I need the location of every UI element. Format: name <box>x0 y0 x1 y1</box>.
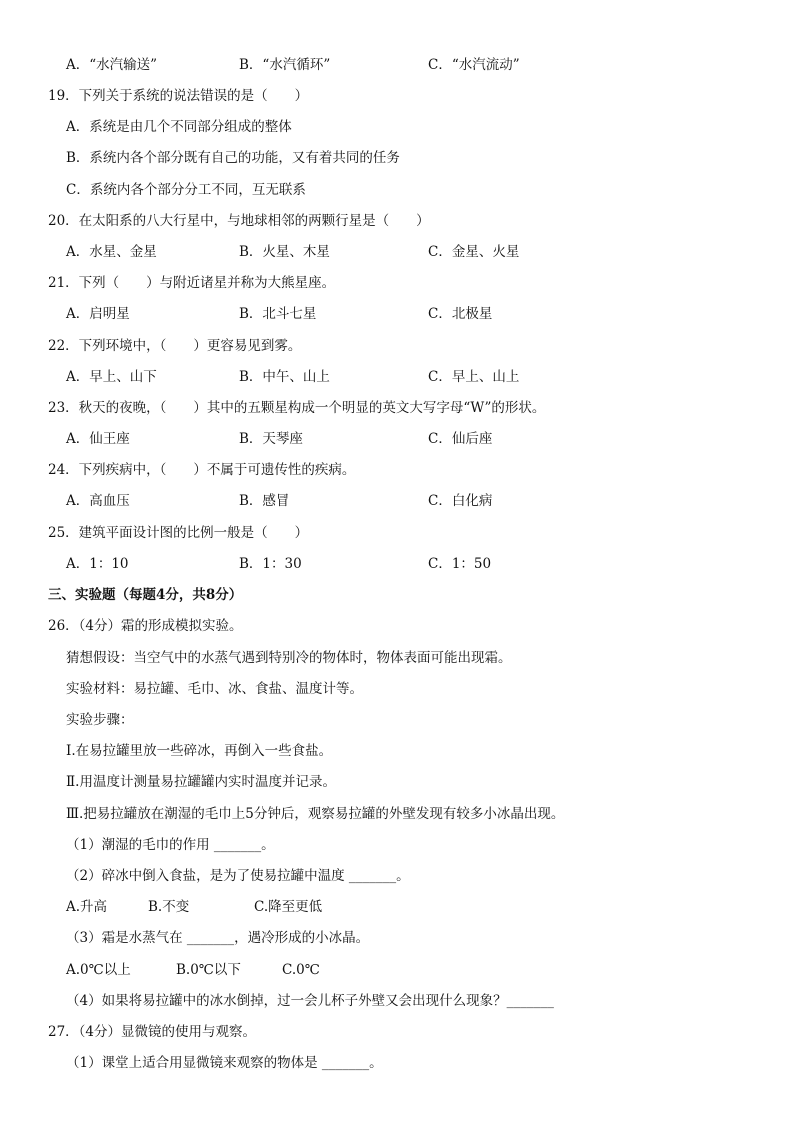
q26-step-3: Ⅲ.把易拉罐放在潮湿的毛巾上5分钟后，观察易拉罐的外壁发现有较多小冰晶出现。 <box>66 806 565 822</box>
q25-options <box>0 555 794 573</box>
q20-stem: 20．在太阳系的八大行星中，与地球相邻的两颗行星是（ ） <box>48 213 430 229</box>
q25-option-a: A．1：10 <box>66 556 129 572</box>
q19-option-c: C．系统内各个部分分工不同，互无联系 <box>66 182 306 198</box>
q22-options <box>0 368 794 386</box>
q26-stem: 26．（4分）霜的形成模拟实验。 <box>48 618 243 634</box>
q23-option-c: C．仙后座 <box>428 431 493 447</box>
q26-sub3-options <box>0 961 794 979</box>
q26-materials: 实验材料：易拉罐、毛巾、冰、食盐、温度计等。 <box>66 681 363 697</box>
q21-stem: 21．下列（ ）与附近诸星并称为大熊星座。 <box>48 275 336 291</box>
q21-options <box>0 305 794 323</box>
q20-option-c: C．金星、火星 <box>428 244 520 260</box>
q22-stem: 22．下列环境中，（ ）更容易见到雾。 <box>48 338 302 354</box>
q19-stem: 19．下列关于系统的说法错误的是（ ） <box>48 88 309 104</box>
q25-option-b: B．1：30 <box>239 556 302 572</box>
q27-sub-1: （1）课堂上适合用显微镜来观察的物体是 _______。 <box>66 1055 383 1071</box>
q20-option-b: B．火星、木星 <box>239 244 330 260</box>
q23-option-b: B．天琴座 <box>239 431 303 447</box>
q23-option-a: A．仙王座 <box>66 431 130 447</box>
q24-option-c: C．白化病 <box>428 493 493 509</box>
q24-options <box>0 492 794 510</box>
q26-sub2-options <box>0 898 794 916</box>
q21-option-c: C．北极星 <box>428 306 493 322</box>
q26-sub-1: （1）潮湿的毛巾的作用 _______。 <box>66 837 275 853</box>
q26-sub2-option-a: A.升高 <box>66 899 108 915</box>
q24-stem: 24．下列疾病中，（ ）不属于可遗传性的疾病。 <box>48 462 356 478</box>
q26-sub3-option-b: B.0℃以下 <box>176 962 241 978</box>
q26-sub3-option-c: C.0℃ <box>282 962 320 978</box>
q23-options <box>0 430 794 448</box>
q26-sub-4: （4）如果将易拉罐中的冰水倒掉，过一会儿杯子外壁又会出现什么现象？_______ <box>66 993 554 1009</box>
q22-option-c: C．早上、山上 <box>428 369 520 385</box>
q18-options <box>0 56 794 74</box>
q26-step-2: Ⅱ.用温度计测量易拉罐罐内实时温度并记录。 <box>66 774 336 790</box>
q18-option-c: C．“水汽流动” <box>428 57 520 73</box>
q21-option-a: A．启明星 <box>66 306 130 322</box>
q26-sub2-option-b: B.不变 <box>148 899 190 915</box>
q26-sub-3: （3）霜是水蒸气在 _______，遇冷形成的小冰晶。 <box>66 930 370 946</box>
q27-stem: 27．（4分）显微镜的使用与观察。 <box>48 1024 257 1040</box>
q18-option-b: B．“水汽循环” <box>239 57 331 73</box>
q19-option-a: A．系统是由几个不同部分组成的整体 <box>66 119 292 135</box>
q26-step-1: Ⅰ.在易拉罐里放一些碎冰，再倒入一些食盐。 <box>66 743 333 759</box>
q25-option-c: C．1：50 <box>428 556 492 572</box>
q26-sub3-option-a: A.0℃以上 <box>66 962 131 978</box>
q20-options <box>0 243 794 261</box>
q19-option-b: B．系统内各个部分既有自己的功能，又有着共同的任务 <box>66 150 400 166</box>
q22-option-a: A．早上、山下 <box>66 369 157 385</box>
q20-option-a: A．水星、金星 <box>66 244 157 260</box>
q22-option-b: B．中午、山上 <box>239 369 330 385</box>
q18-option-a: A．“水汽输送” <box>66 57 158 73</box>
q25-stem: 25．建筑平面设计图的比例一般是（ ） <box>48 525 309 541</box>
q24-option-b: B．感冒 <box>239 493 290 509</box>
q26-sub2-option-c: C.降至更低 <box>254 899 323 915</box>
q26-sub-2: （2）碎冰中倒入食盐，是为了使易拉罐中温度 _______。 <box>66 868 410 884</box>
q26-steps-label: 实验步骤： <box>66 712 134 728</box>
q21-option-b: B．北斗七星 <box>239 306 317 322</box>
q24-option-a: A．高血压 <box>66 493 130 509</box>
q23-stem: 23．秋天的夜晚，（ ）其中的五颗星构成一个明显的英文大写字母“W”的形状。 <box>48 400 546 416</box>
section3-heading: 三、实验题（每题4分，共8分） <box>48 587 243 603</box>
q26-hypothesis: 猜想假设：当空气中的水蒸气遇到特别冷的物体时，物体表面可能出现霜。 <box>66 650 512 666</box>
